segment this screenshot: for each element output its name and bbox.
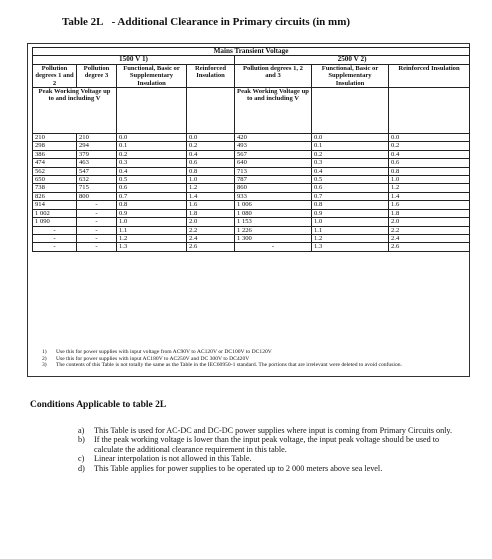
table-cell: 1 226 <box>235 226 312 234</box>
condition-b <box>78 435 458 454</box>
table-cell: 1 006 <box>235 201 312 209</box>
table-cell: - <box>235 243 312 251</box>
table-cell: 0.5 <box>312 176 389 184</box>
note-3 <box>36 362 466 369</box>
table-cell: 0.8 <box>389 167 470 175</box>
table-row <box>33 142 470 150</box>
table-cell: 0.6 <box>312 184 389 192</box>
table-cell: 298 <box>33 142 77 150</box>
table-cell: 800 <box>77 192 117 200</box>
table-cell: - <box>77 209 117 217</box>
table-cell: 0.1 <box>312 142 389 150</box>
empty-cell <box>389 88 470 134</box>
table-cell: 1.8 <box>389 209 470 217</box>
table-cell: 0.0 <box>389 134 470 142</box>
table-row <box>33 176 470 184</box>
table-cell: 0.0 <box>117 134 187 142</box>
table-cell: 0.4 <box>187 150 235 158</box>
table-cell: 1.2 <box>389 184 470 192</box>
table-row <box>33 134 470 142</box>
table-cell: 713 <box>235 167 312 175</box>
table-cell: 0.8 <box>117 201 187 209</box>
table-cell: 1.8 <box>187 209 235 217</box>
table-cell: 379 <box>77 150 117 158</box>
col-header-reinforced-2500: Reinforced Insulation <box>389 64 470 87</box>
mains-transient-voltage-header: Mains Transient Voltage <box>33 48 470 56</box>
table-cell: 2.6 <box>187 243 235 251</box>
table-cell: 650 <box>33 176 77 184</box>
note-1 <box>36 349 466 356</box>
table-cell: 0.6 <box>117 184 187 192</box>
table-cell: 1.0 <box>389 176 470 184</box>
table-cell: 1.0 <box>312 218 389 226</box>
table-cell: 474 <box>33 159 77 167</box>
note-text: The contents of this Table is not totally the same as the Table in the IEC60950-1 standard. The portions that are irrelevant were deleted to avoid confusion. <box>56 362 402 369</box>
table-cell: 210 <box>33 134 77 142</box>
table-cell: 1.4 <box>389 192 470 200</box>
table-cell: 715 <box>77 184 117 192</box>
table-cell: - <box>33 226 77 234</box>
note-number: 2) <box>42 355 47 362</box>
condition-a <box>78 426 458 435</box>
condition-text: If the peak working voltage is lower than the input peak voltage, the input peak voltage should be used to calculate the additional clearance requirement in this table. <box>94 435 440 454</box>
table-cell: 1.0 <box>187 176 235 184</box>
conditions-title: Conditions Applicable to table 2L <box>30 400 167 410</box>
table-cell: 294 <box>77 142 117 150</box>
table-cell: 1 090 <box>33 218 77 226</box>
table-row <box>33 184 470 192</box>
table-cell: 0.4 <box>117 167 187 175</box>
table-cell: 0.1 <box>117 142 187 150</box>
table-cell: 1.6 <box>389 201 470 209</box>
condition-letter: d) <box>78 463 85 473</box>
page-title <box>62 16 350 28</box>
table-cell: 493 <box>235 142 312 150</box>
table-cell: 0.2 <box>187 142 235 150</box>
table-id: Table 2L <box>62 16 103 28</box>
table-cell: 0.9 <box>117 209 187 217</box>
table-cell: 1.3 <box>117 243 187 251</box>
table-cell: 2.4 <box>389 234 470 242</box>
col-header-func-basic-1500: Functional, Basic or Supplementary Insulation <box>117 64 187 87</box>
table-cell: 738 <box>33 184 77 192</box>
table-cell: 420 <box>235 134 312 142</box>
table-notes <box>36 349 466 369</box>
note-text: Use this for power supplies with input voltage from AC90V to AC120V or DC100V to DC120V <box>56 349 272 355</box>
table-cell: - <box>77 201 117 209</box>
table-row <box>33 167 470 175</box>
table-row <box>33 234 470 242</box>
table-cell: 1.2 <box>117 234 187 242</box>
table-cell: - <box>33 243 77 251</box>
table-cell: 860 <box>235 184 312 192</box>
table-row <box>33 150 470 158</box>
table-cell: 0.8 <box>187 167 235 175</box>
col-header-pd3: Pollution degree 3 <box>77 64 117 87</box>
table-cell: 0.4 <box>389 150 470 158</box>
peak-voltage-label-1500: Peak Working Voltage up to and including V <box>33 88 117 134</box>
col-header-reinforced-1500: Reinforced Insulation <box>187 64 235 87</box>
table-cell: 2.0 <box>187 218 235 226</box>
table-cell: 0.6 <box>389 159 470 167</box>
table-cell: - <box>77 218 117 226</box>
col-header-func-basic-2500: Functional, Basic or Supplementary Insulation <box>312 64 389 87</box>
table-cell: 0.2 <box>389 142 470 150</box>
table-cell: 933 <box>235 192 312 200</box>
condition-text: This Table is used for AC-DC and DC-DC power supplies where input is coming from Primary Circuits only. <box>94 426 453 435</box>
col-header-pd12: Pollution degrees 1 and 2 <box>33 64 77 87</box>
table-cell: 0.2 <box>117 150 187 158</box>
voltage-2500-header: 2500 V 2) <box>235 56 470 64</box>
clearance-table <box>32 47 470 252</box>
table-row <box>33 218 470 226</box>
table-cell: 0.7 <box>312 192 389 200</box>
condition-text: Linear interpolation is not allowed in this Table. <box>94 454 252 464</box>
table-cell: 0.7 <box>117 192 187 200</box>
condition-text: This Table applies for power supplies to be operated up to 2 000 meters above sea level. <box>94 463 383 473</box>
table-cell: 826 <box>33 192 77 200</box>
table-row <box>33 159 470 167</box>
table-cell: - <box>77 234 117 242</box>
table-cell: 632 <box>77 176 117 184</box>
condition-letter: b) <box>78 435 85 445</box>
table-cell: 1.0 <box>117 218 187 226</box>
table-title-text: - Additional Clearance in Primary circuits (in mm) <box>111 16 351 28</box>
table-cell: 562 <box>33 167 77 175</box>
table-body <box>33 134 470 252</box>
col-header-pd123: Pollution degrees 1, 2 and 3 <box>235 64 312 87</box>
table-row <box>33 201 470 209</box>
table-cell: 2.0 <box>389 218 470 226</box>
table-cell: 0.3 <box>312 159 389 167</box>
table-cell: 640 <box>235 159 312 167</box>
table-cell: 1.4 <box>187 192 235 200</box>
table-cell: 2.4 <box>187 234 235 242</box>
voltage-1500-header: 1500 V 1) <box>33 56 235 64</box>
conditions-list <box>78 426 458 473</box>
table-cell: 0.8 <box>312 201 389 209</box>
table-cell: 547 <box>77 167 117 175</box>
table-cell: 0.9 <box>312 209 389 217</box>
table-cell: 0.3 <box>117 159 187 167</box>
table-cell: 1.2 <box>187 184 235 192</box>
empty-cell <box>312 88 389 134</box>
table-row <box>33 192 470 200</box>
empty-cell <box>117 88 187 134</box>
table-row <box>33 209 470 217</box>
table-cell: 1.2 <box>312 234 389 242</box>
table-cell: 1.3 <box>312 243 389 251</box>
table-cell: 567 <box>235 150 312 158</box>
table-cell: 0.6 <box>187 159 235 167</box>
table-row <box>33 243 470 251</box>
condition-letter: c) <box>78 454 85 464</box>
table-cell: 1 153 <box>235 218 312 226</box>
table-cell: 1 002 <box>33 209 77 217</box>
condition-c <box>78 454 458 463</box>
table-cell: 2.2 <box>389 226 470 234</box>
table-cell: 2.6 <box>389 243 470 251</box>
note-text: Use this for power supplies with input AC180V to AC250V and DC 300V to DC420V <box>56 355 250 362</box>
table-cell: 787 <box>235 176 312 184</box>
table-cell: - <box>33 234 77 242</box>
table-cell: - <box>77 226 117 234</box>
empty-cell <box>187 88 235 134</box>
table-cell: 2.2 <box>187 226 235 234</box>
table-cell: 1 300 <box>235 234 312 242</box>
table-cell: 1.6 <box>187 201 235 209</box>
table-row <box>33 226 470 234</box>
table-cell: 386 <box>33 150 77 158</box>
condition-d <box>78 464 458 473</box>
table-cell: - <box>77 243 117 251</box>
table-cell: 1 080 <box>235 209 312 217</box>
peak-voltage-label-2500: Peak Working Voltage up to and including V <box>235 88 312 134</box>
note-number: 3) <box>42 362 47 369</box>
table-frame <box>27 43 470 377</box>
table-cell: 914 <box>33 201 77 209</box>
table-cell: 1.1 <box>117 226 187 234</box>
table-cell: 0.4 <box>312 167 389 175</box>
table-cell: 463 <box>77 159 117 167</box>
table-cell: 0.5 <box>117 176 187 184</box>
table-cell: 0.0 <box>187 134 235 142</box>
note-number: 1) <box>42 349 47 355</box>
table-cell: 0.2 <box>312 150 389 158</box>
condition-letter: a) <box>78 426 85 435</box>
table-cell: 1.1 <box>312 226 389 234</box>
table-cell: 210 <box>77 134 117 142</box>
table-cell: 0.0 <box>312 134 389 142</box>
